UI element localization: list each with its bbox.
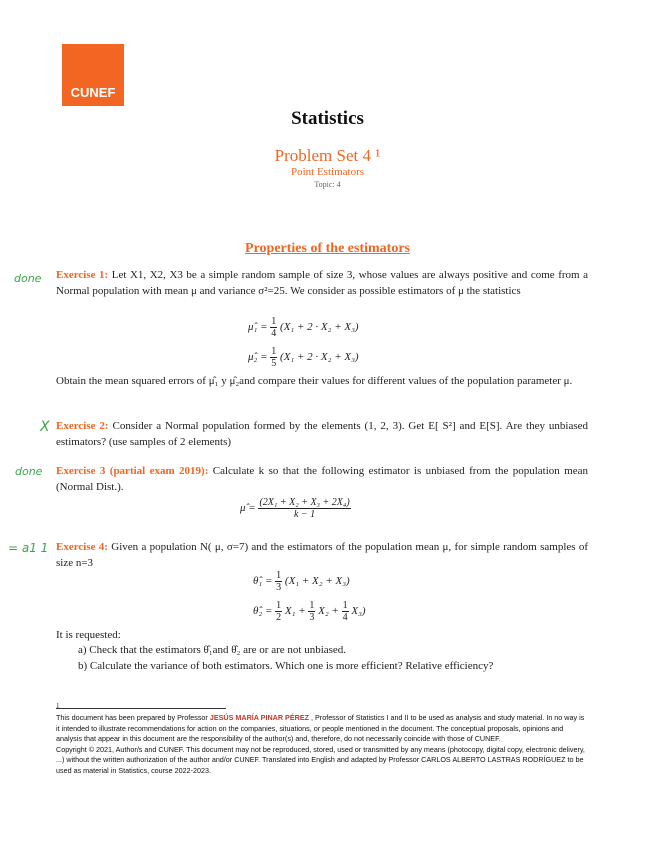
logo-text: CUNEF <box>70 85 116 100</box>
exercise-3 <box>56 464 588 495</box>
exercise-4-equation-1: θ̂₁ = $\frac{1}{3}$ (X₁ + X₂ + X₃) <box>253 570 350 593</box>
handwritten-note-3: done <box>15 465 43 478</box>
footnote-divider <box>56 708 226 709</box>
exercise-1-equation-2: μ̂₂ = $\frac{1}{5}$ (X₁ + 2 · X₂ + X₃) <box>248 346 359 369</box>
handwritten-note-4: = a1 1 <box>8 541 49 555</box>
exercise-1-followup: Obtain the mean squared errors of μ̂₁ y μ̂₂and compare their values for different values of the population parameter μ. <box>56 375 573 387</box>
page-title: Statistics <box>291 108 364 129</box>
exercise-1-text: Let X1, X2, X3 be a simple random sample of size 3, whose values are always positive and come from a Normal population with mean μ and variance σ²=25. We consider as possible estimators of μ the statistics <box>56 269 589 297</box>
exercise-2-text: Consider a Normal population formed by the elements (1, 2, 3). Get E[ S²] and E[S]. Are they unbiased estimators? (use samples of 2 elements) <box>56 420 588 448</box>
subtitle-point-estimators: Point Estimators <box>290 166 365 178</box>
exercise-1-label: Exercise 1: <box>56 269 109 281</box>
footnote <box>56 713 588 777</box>
topic-label: Topic: 4 <box>314 180 341 189</box>
footnote-mark: 1 <box>56 702 60 710</box>
footnote-paragraph-2: Copyright © 2021, Author/s and CUNEF. This document may not be reproduced, stored, used or transmitted by any means (photocopy, digital copy, electronic delivery, ...) without the written authorization of the author and/or CUNEF. Translated into English and adapted by Professor CARLOS ALBERTO LASTRAS RODRÍGUEZ to be used as material in Statistics, course 2022-2023. <box>56 744 585 775</box>
problem-set-title: Problem Set 4 ¹ <box>274 146 381 165</box>
item-a: a) Check that the estimators θ̂₁and θ̂₂ are or are not unbiased. <box>78 644 347 656</box>
cunef-logo <box>62 44 124 106</box>
item-b: b) Calculate the variance of both estimators. Which one is more efficient? Relative efficiency? <box>78 659 494 672</box>
handwritten-note-2: X <box>40 419 50 435</box>
exercise-2-label: Exercise 2: <box>56 420 109 432</box>
exercise-4-label: Exercise 4: <box>56 541 108 553</box>
exercise-3-equation: μ̂ = $\frac{\text{(2X₁ + X₂ + X₃ + 2X₄)}}{k - 1}$ <box>240 497 350 520</box>
requested-label: It is requested: <box>56 629 121 641</box>
exercise-3-text: Calculate k so that the following estimator is unbiased from the population mean (Normal Dist.). <box>56 465 588 493</box>
footnote-paragraph-1: This document has been prepared by Professor JESÚS MARÍA PINAR PÉREZ , Professor of Statistics I and II to be used as analysis and study material. In no way is it intended to illustrate recommendations for action on the companies, situations, or people mentioned in the document. The conceptual proposals, opinions and analysis that appear in this document are the responsibility of the author(s) and, therefore, do not necessarily coincide with those of CUNEF. <box>56 713 585 744</box>
exercise-3-label: Exercise 3 (partial exam 2019): <box>56 465 209 477</box>
exercise-1 <box>56 268 588 299</box>
author-name: JESÚS MARÍA PINAR PÉREZ <box>209 713 310 722</box>
exercise-4-items <box>78 643 493 674</box>
section-title: Properties of the estimators <box>245 241 410 256</box>
exercise-2 <box>56 419 588 450</box>
exercise-4-equation-2: θ̂₂ = $\frac{1}{2}$ X₁ + $\frac{1}{3}$ X₂ + $\frac{1}{4}$ X₃) <box>253 600 366 623</box>
exercise-4 <box>56 540 588 571</box>
exercise-4-text: Given a population N( μ, σ=7) and the estimators of the population mean μ, for simple random samples of size n=3 <box>56 541 588 569</box>
handwritten-note-1: done <box>14 272 42 285</box>
exercise-1-equation-1: μ̂₁ = $\frac{1}{4}$ (X₁ + 2 · X₂ + X₃) <box>248 316 359 339</box>
